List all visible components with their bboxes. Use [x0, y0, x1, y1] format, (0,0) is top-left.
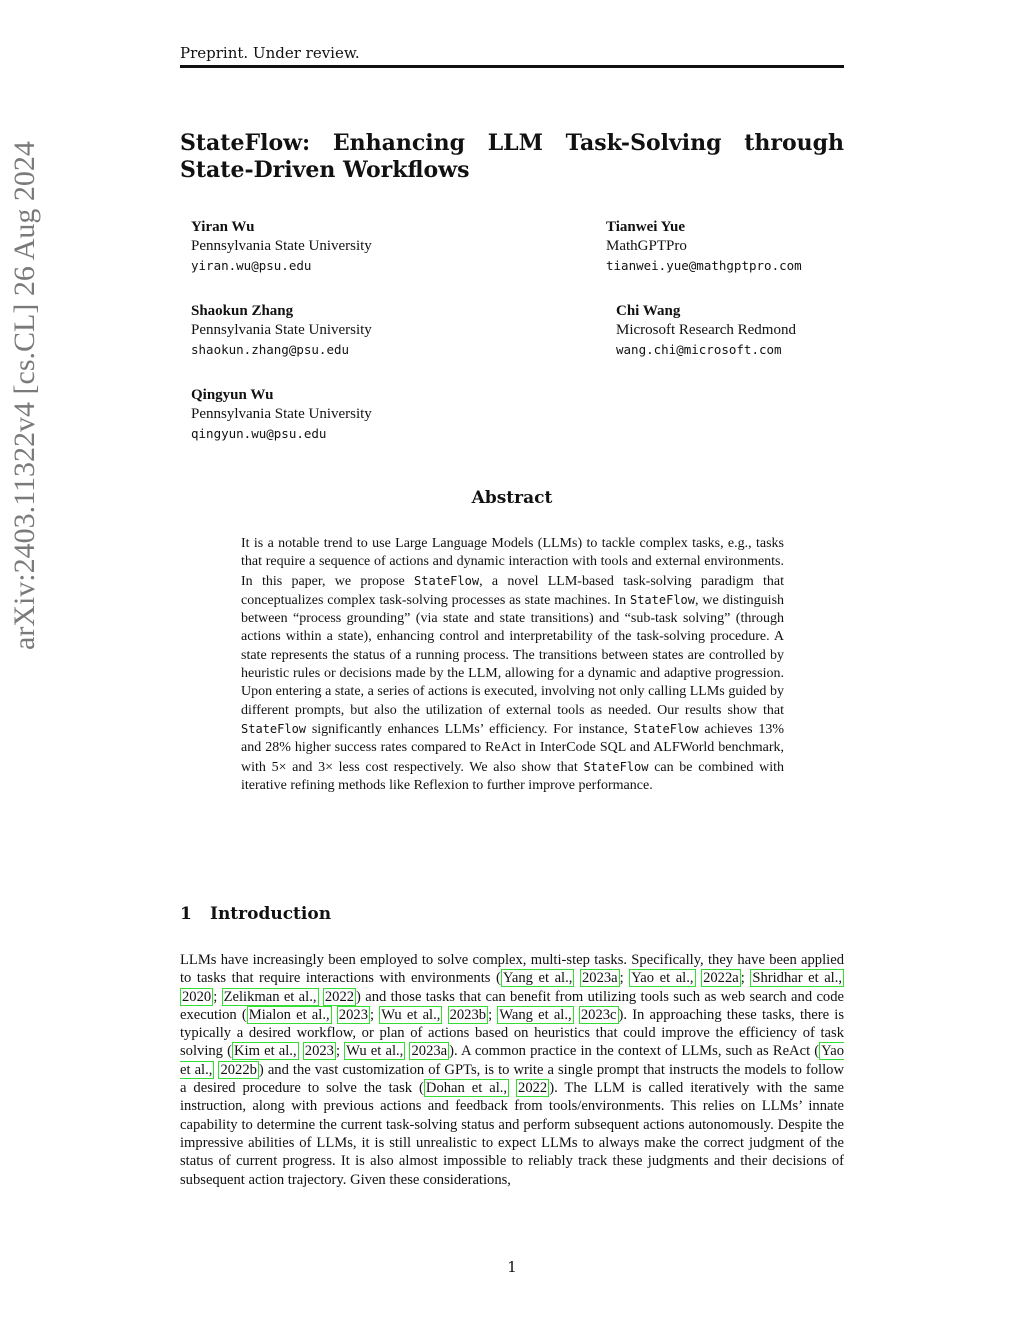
citation-year-link[interactable]: 2023 [338, 1006, 368, 1023]
citation-link[interactable]: Wu et al., [381, 1006, 441, 1023]
citation-year-link[interactable]: 2022 [324, 988, 355, 1005]
paper-title: StateFlow: Enhancing LLM Task-Solving through State-Driven Workflows [180, 130, 844, 183]
citation-link[interactable]: Dohan et al., [425, 1080, 508, 1097]
citation-year-link[interactable]: 2022a [703, 970, 739, 987]
citation-link[interactable]: Wu et al., [346, 1043, 404, 1060]
abstract-body [241, 535, 784, 795]
section-number: 1 [180, 904, 192, 924]
author-block [191, 218, 372, 275]
body-text: ) and the vast customization of GPTs, is to write a single prompt that instructs the models to follow a desired procedure to solve the task ( [180, 1061, 844, 1097]
page-number: 1 [507, 1258, 517, 1276]
abstract-heading: Abstract [471, 488, 553, 508]
author-affiliation: Pennsylvania State University [191, 322, 372, 338]
stateflow-code: StateFlow [414, 573, 480, 588]
author-block [191, 302, 372, 359]
citation-link[interactable]: Yang et al., [502, 970, 573, 987]
stateflow-code: StateFlow [629, 592, 696, 607]
citation-link[interactable]: Yao et al., [631, 970, 694, 987]
author-block [616, 302, 796, 359]
body-text: ). A common practice in the context of LLMs, such as ReAct ( [449, 1043, 820, 1060]
body-text: ; [213, 988, 222, 1005]
body-text: ; [619, 970, 630, 987]
author-email[interactable]: qingyun.wu@psu.edu [191, 426, 327, 441]
citation-year-link[interactable]: 2023b [449, 1006, 487, 1023]
citation-year-link[interactable]: 2023a [411, 1043, 448, 1060]
author-affiliation: Microsoft Research Redmond [616, 322, 796, 338]
author-block [606, 218, 802, 275]
author-name: Shaokun Zhang [191, 303, 294, 319]
body-text: LLMs have increasingly been employed to solve complex, multi-step tasks. Specifically, they have been applied to tasks that require interactions with environments ( [180, 952, 844, 987]
author-name: Chi Wang [616, 303, 681, 319]
intro-paragraph [180, 951, 844, 1189]
author-name: Qingyun Wu [191, 387, 274, 403]
abstract-text: achieves 13% and 28% higher success rates compared to ReAct in InterCode SQL and ALFWorld benchmark, with 5× and 3× less cost respectively. We also show that [241, 721, 785, 775]
citation-year-link[interactable]: 2023a [581, 970, 618, 987]
citation-link[interactable]: Shridhar et al., [752, 970, 843, 987]
stateflow-code: StateFlow [241, 721, 307, 736]
citation-link[interactable]: Zelikman et al., [223, 988, 317, 1005]
citation-link[interactable]: Yao et al., [180, 1043, 844, 1078]
abstract-text: significantly enhances LLMs’ efficiency. For instance, [311, 721, 628, 737]
author-affiliation: Pennsylvania State University [191, 406, 372, 422]
author-affiliation: Pennsylvania State University [191, 238, 372, 254]
body-text: ) and those tasks that can benefit from utilizing tools such as web search and code execution ( [180, 988, 844, 1023]
section-title: Introduction [210, 904, 332, 924]
header-rule [180, 65, 844, 68]
running-header: Preprint. Under review. [180, 44, 360, 62]
stateflow-code: StateFlow [583, 759, 649, 774]
body-text: ; [335, 1043, 345, 1060]
author-name: Yiran Wu [191, 219, 255, 235]
citation-year-link[interactable]: 2023c [580, 1006, 617, 1023]
body-text: ; [488, 1006, 498, 1023]
citation-link[interactable]: Wang et al., [499, 1006, 572, 1023]
author-email[interactable]: wang.chi@microsoft.com [616, 342, 782, 357]
arxiv-stamp: arXiv:2403.11322v4 [cs.CL] 26 Aug 2024 [8, 141, 41, 650]
author-email[interactable]: shaokun.zhang@psu.edu [191, 342, 350, 357]
citation-year-link[interactable]: 2023 [304, 1043, 334, 1060]
body-text: ). The LLM is called iteratively with the same instruction, along with previous actions and feedback from tools/environments. This relies on LLMs’ innate capability to determine the current task-solving status and perform subsequent actions autonomously. Despite the impressive abilities of LLMs, it is still unrealistic to expect LLMs to always make the correct judgment of the status of current progress. It is also almost impossible to reliably track these judgments and their decisions of subsequent action trajectory. Given these considerations, [180, 1080, 844, 1188]
author-email[interactable]: tianwei.yue@mathgptpro.com [606, 258, 802, 273]
citation-year-link[interactable]: 2020 [182, 988, 212, 1005]
abstract-text: It is a notable trend to use Large Language Models (LLMs) to tackle complex tasks, e.g., tasks that require a sequence of actions and dynamic interaction with tools and external environments. In this paper, we propose [241, 536, 784, 589]
section-heading [180, 904, 331, 924]
author-email[interactable]: yiran.wu@psu.edu [191, 258, 312, 273]
author-affiliation: MathGPTPro [606, 238, 687, 254]
body-text: ; [740, 970, 751, 987]
author-block [191, 386, 372, 443]
citation-link[interactable]: Mialon et al., [248, 1006, 330, 1023]
stateflow-code: StateFlow [633, 721, 699, 736]
abstract-text: , we distinguish between “process grounding” (via state and state transitions) and “sub-task solving” (through actions within a state), enhancing control and interpretability of the task-solving procedure. A state represents the status of a running process. The transitions between states are controlled by heuristic rules or decisions made by the LLM, allowing for a dynamic and adaptive progression. Upon entering a state, a series of actions is executed, involving not only calling LLMs guided by different prompts, but also the utilization of external tools as needed. Our results show that [241, 592, 785, 718]
body-text: ; [369, 1006, 380, 1023]
abstract-text: can be combined with iterative refining methods like Reflexion to further improve performance. [241, 759, 785, 793]
author-name: Tianwei Yue [606, 219, 686, 235]
body-text: ). In approaching these tasks, there is typically a desired workflow, or plan of actions based on heuristics that could improve the efficiency of task solving ( [180, 1006, 845, 1060]
citation-year-link[interactable]: 2022b [220, 1061, 257, 1078]
citation-year-link[interactable]: 2022 [518, 1080, 548, 1097]
citation-link[interactable]: Kim et al., [234, 1043, 297, 1060]
abstract-text: , a novel LLM-based task-solving paradigm that conceptualizes complex task-solving processes as state machines. In [241, 573, 785, 608]
